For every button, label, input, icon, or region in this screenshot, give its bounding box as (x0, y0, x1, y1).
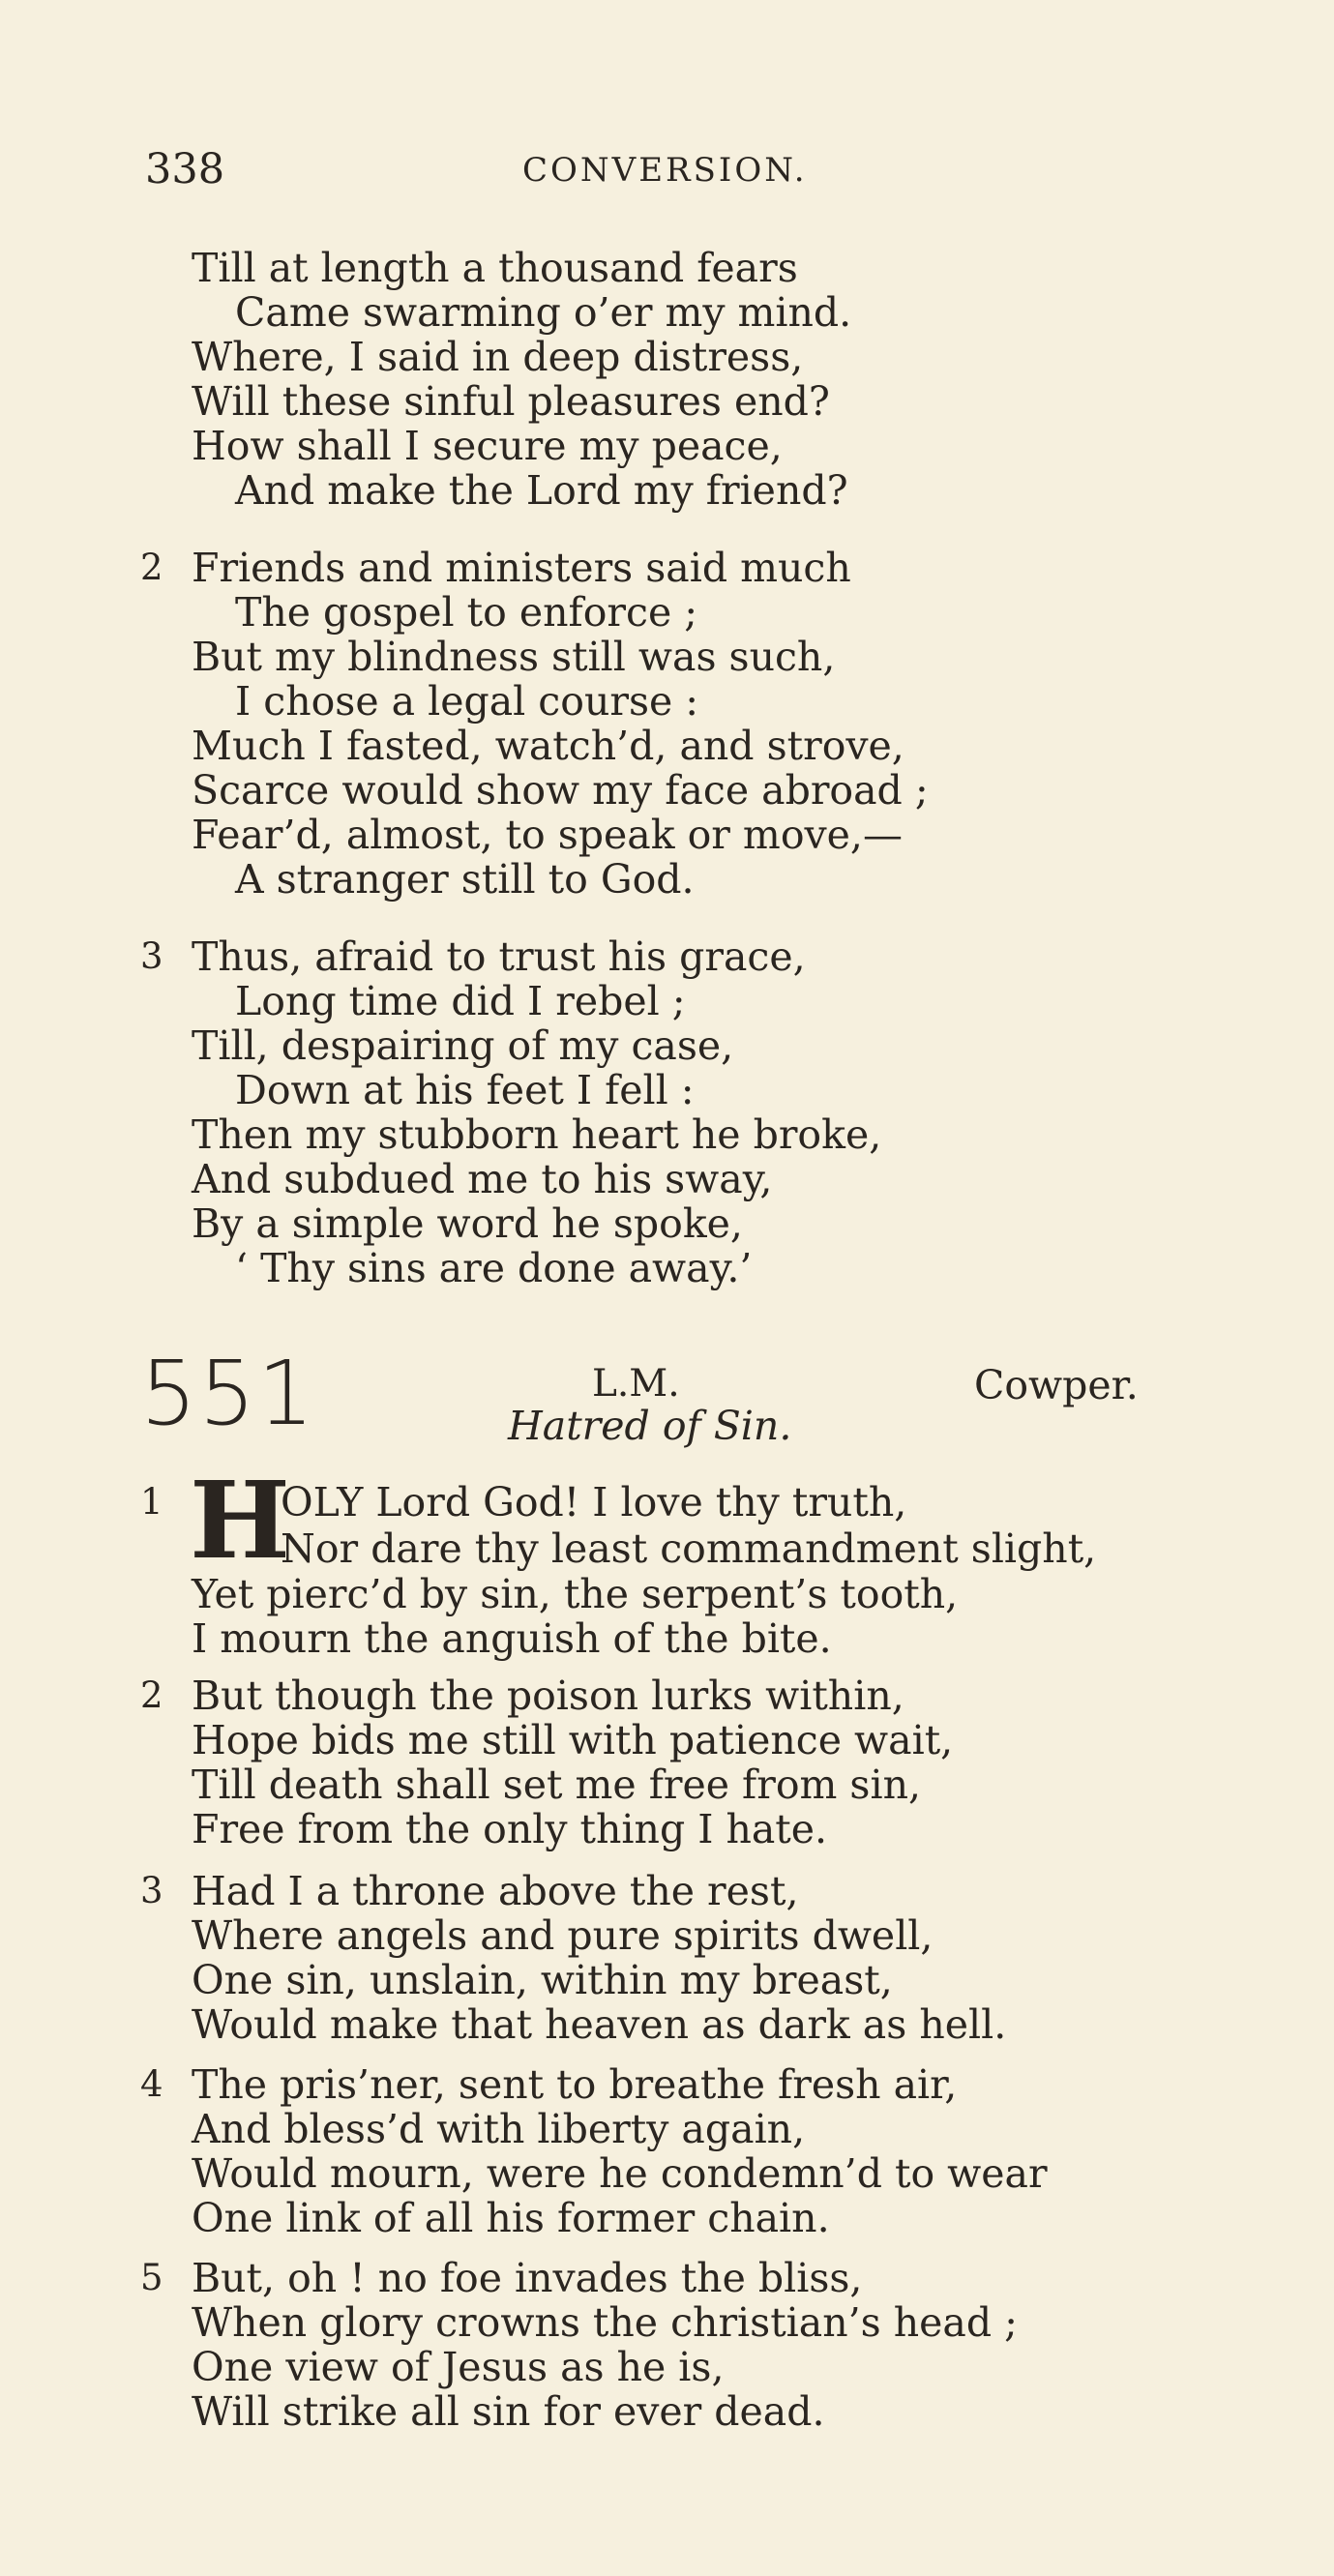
verse-line: Would mourn, were he condemn’d to wear (192, 2150, 1048, 2197)
verse-line: Long time did I rebel ; (235, 978, 686, 1024)
page-number: 338 (145, 145, 225, 193)
verse-line: A stranger still to God. (235, 856, 695, 903)
verse-line: Thus, afraid to trust his grace, (192, 933, 806, 980)
stanza-number: 3 (140, 1870, 163, 1911)
verse-line: Then my stubborn heart he broke, (192, 1111, 882, 1158)
verse-line: But, oh ! no foe invades the bliss, (192, 2255, 863, 2301)
verse-line: How shall I secure my peace, (192, 423, 783, 469)
verse-line: Scarce would show my face abroad ; (192, 767, 929, 814)
verse-line: Where angels and pure spirits dwell, (192, 1912, 934, 1959)
verse-line: Till, despairing of my case, (192, 1022, 734, 1069)
verse-line: Where, I said in deep distress, (192, 334, 804, 380)
verse-line: Will these sinful pleasures end? (192, 378, 830, 425)
verse-line: Fear’d, almost, to speak or move,— (192, 812, 903, 858)
verse-line: Will strike all sin for ever dead. (192, 2388, 825, 2435)
verse-line: Would make that heaven as dark as hell. (192, 2001, 1007, 2048)
verse-line: Friends and ministers said much (192, 545, 851, 591)
verse-line: But my blindness still was such, (192, 634, 836, 680)
running-title: CONVERSION. (522, 151, 808, 190)
verse-line: Hope bids me still with patience wait, (192, 1717, 954, 1763)
verse-line: But though the poison lurks within, (192, 1673, 904, 1719)
hymn-meter: L.M. (592, 1362, 680, 1406)
verse-line: One link of all his former chain. (192, 2195, 830, 2241)
hymn-author: Cowper. (974, 1362, 1139, 1408)
verse-line: Had I a throne above the rest, (192, 1868, 799, 1914)
verse-line: Till at length a thousand fears (192, 245, 798, 291)
verse-line: And make the Lord my friend? (235, 467, 848, 514)
verse-line: Much I fasted, watch’d, and strove, (192, 723, 904, 769)
running-head (145, 145, 1161, 203)
verse-line: And bless’d with liberty again, (192, 2106, 806, 2152)
verse-line: I mourn the anguish of the bite. (192, 1615, 832, 1662)
verse-line: Till death shall set me free from sin, (192, 1762, 922, 1808)
verse-line: One sin, unslain, within my breast, (192, 1957, 893, 2003)
stanza-number: 5 (140, 2257, 163, 2298)
hymn-number: 551 (140, 1342, 316, 1445)
stanza-number: 1 (140, 1481, 163, 1523)
verse-line: Nor dare thy least commandment slight, (281, 1525, 1097, 1572)
verse-line: By a simple word he spoke, (192, 1200, 743, 1247)
verse-line: Free from the only thing I hate. (192, 1806, 828, 1852)
drop-cap: H (190, 1458, 290, 1583)
stanza-number: 2 (140, 547, 163, 588)
verse-line: When glory crowns the christian’s head ; (192, 2299, 1018, 2346)
verse-line: The pris’ner, sent to breathe fresh air, (192, 2061, 958, 2108)
verse-line: Down at his feet I fell : (235, 1067, 695, 1113)
verse-line: OLY Lord God! I love thy truth, (281, 1479, 907, 1525)
verse-line: One view of Jesus as he is, (192, 2344, 725, 2390)
verse-line: The gospel to enforce ; (235, 589, 698, 636)
verse-line: Yet pierc’d by sin, the serpent’s tooth, (192, 1571, 959, 1617)
hymn-title: Hatred of Sin. (508, 1403, 792, 1449)
verse-line: I chose a legal course : (235, 678, 699, 725)
stanza-number: 2 (140, 1674, 163, 1716)
stanza-number: 4 (140, 2063, 163, 2105)
stanza-number: 3 (140, 935, 163, 977)
verse-line: And subdued me to his sway, (192, 1156, 773, 1202)
verse-line: ‘ Thy sins are done away.’ (235, 1245, 753, 1291)
verse-line: Came swarming o’er my mind. (235, 289, 852, 336)
